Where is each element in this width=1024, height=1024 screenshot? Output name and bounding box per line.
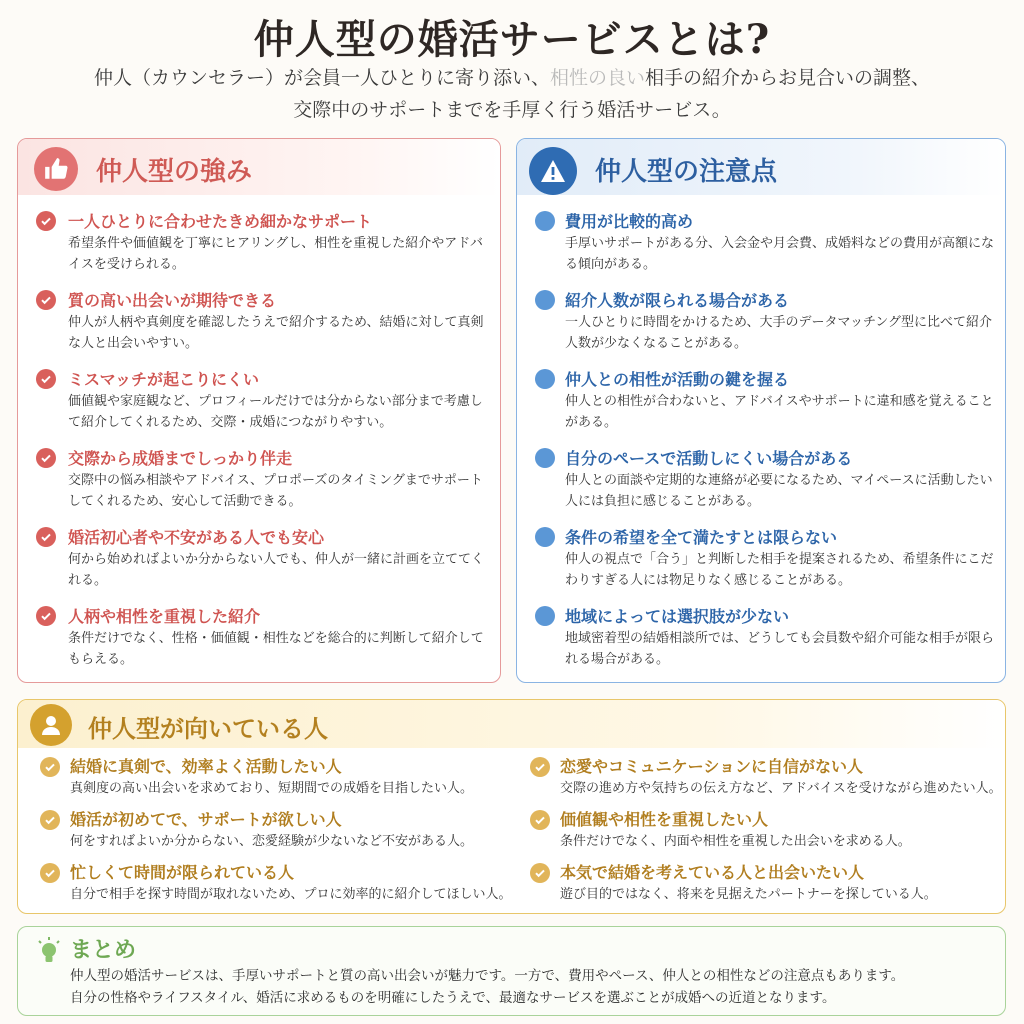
item-title: 費用が比較的高め [565,212,694,231]
summary-panel [17,926,1006,1016]
intro-line-2: 交際中のサポートまでを手厚く行う婚活サービス。 [293,99,731,121]
item-title: 質の高い出会いが期待できる [68,291,277,310]
list-item [18,754,498,807]
item-title: 仲人との相性が活動の鍵を握る [565,370,790,389]
item-desc: 条件だけでなく、性格・価値観・相性などを総合的に判断して紹介してもらえる。 [68,631,484,667]
intro-line-1-part-2: 相手の紹介からお見合いの調整、 [645,67,931,89]
check-icon [530,810,550,830]
item-desc: 一人ひとりに時間をかけるため、大手のデータマッチング型に比べて紹介人数が少なくなることがある。 [565,315,993,351]
item-title: ミスマッチが起こりにくい [68,370,260,389]
item-title: 地域によっては選択肢が少ない [565,607,790,626]
person-icon [30,704,72,746]
item-title: 交際から成婚までしっかり伴走 [68,449,293,468]
dot-icon [535,527,555,547]
list-item [18,446,500,525]
item-title: 結婚に真剣で、効率よく活動したい人 [70,757,342,776]
check-icon [36,606,56,626]
intro-text [40,62,984,126]
item-desc: 何から始めればよいか分からない人でも、仲人が一緒に計画を立ててくれる。 [68,552,485,588]
lightbulb-icon [36,937,62,967]
check-icon [530,757,550,777]
list-item [517,604,1005,683]
item-desc: 手厚いサポートがある分、入会金や月会費、成婚料などの費用が高額になる傾向がある。 [565,236,995,272]
cautions-list [517,209,1005,683]
item-desc: 仲人の視点で「合う」と判断した相手を提案されるため、希望条件にこだわりすぎる人には物足りなく感じることがある。 [565,552,994,588]
list-item [508,807,988,860]
summary-line-2: 自分の性格やライフスタイル、婚活に求めるものを明確にしたうえで、最適なサービスを選ぶことが成婚への近道となります。 [70,990,836,1006]
cautions-panel [516,138,1006,683]
list-item [18,209,500,288]
dot-icon [535,290,555,310]
item-desc: 自分で相手を探す時間が取れないため、プロに効率的に紹介してほしい人。 [70,887,512,902]
warning-icon [529,147,577,195]
check-icon [40,810,60,830]
strengths-panel [17,138,501,683]
item-desc: 仲人との相性が合わないと、アドバイスやサポートに違和感を覚えることがある。 [565,394,994,430]
item-desc: 交際中の悩み相談やアドバイス、プロポーズのタイミングまでサポートしてくれるため、安心して活動できる。 [68,473,483,509]
check-icon [36,369,56,389]
item-desc: 希望条件や価値観を丁寧にヒアリングし、相性を重視した紹介やアドバイスを受けられる。 [68,236,483,272]
suited-panel [17,699,1006,914]
item-title: 人柄や相性を重視した紹介 [68,607,261,626]
item-title: 自分のペースで活動しにくい場合がある [565,449,853,468]
check-icon [530,863,550,883]
check-icon [36,211,56,231]
list-item [18,367,500,446]
list-item [517,525,1005,604]
intro-line-1 [40,62,984,94]
summary-line-1: 仲人型の婚活サービスは、手厚いサポートと質の高い出会いが魅力です。一方で、費用やペース、仲人との相性などの注意点もあります。 [70,968,905,984]
list-item [18,604,500,683]
list-item [517,288,1005,367]
dot-icon [535,606,555,626]
intro-line-1-faded: 相性の良い [549,67,645,89]
strengths-list [18,209,500,683]
list-item [18,288,500,367]
list-item [517,209,1005,288]
intro-line-1-part-1: 仲人（カウンセラー）が会員一人ひとりに寄り添い、 [93,67,550,89]
cautions-title: 仲人型の注意点 [595,157,778,187]
item-title: 本気で結婚を考えている人と出会いたい人 [560,863,865,882]
item-desc: 地域密着型の結婚相談所では、どうしても会員数や紹介可能な相手が限られる場合がある。 [565,631,995,667]
dot-icon [535,369,555,389]
list-item [508,860,988,913]
item-title: 恋愛やコミュニケーションに自信がない人 [560,757,864,776]
list-item [508,754,1002,807]
item-desc: 真剣度の高い出会いを求めており、短期間での成婚を目指したい人。 [70,781,474,796]
list-item [517,446,1005,525]
list-item [517,367,1005,446]
strengths-header [18,139,500,195]
item-title: 忙しくて時間が限られている人 [70,863,295,882]
item-desc: 仲人との面談や定期的な連絡が必要になるため、マイペースに活動したい人には負担に感じることがある。 [565,473,993,509]
item-title: 紹介人数が限られる場合がある [565,291,790,310]
check-icon [36,290,56,310]
summary-text [70,965,1000,1009]
list-item [18,860,512,913]
item-desc: 条件だけでなく、内面や相性を重視した出会いを求める人。 [560,834,911,849]
item-desc: 交際の進め方や気持ちの伝え方など、アドバイスを受けながら進めたい人。 [560,781,1002,796]
item-title: 婚活初心者や不安がある人でも安心 [68,528,325,547]
item-title: 価値観や相性を重視したい人 [560,810,769,829]
item-title: 一人ひとりに合わせたきめ細かなサポート [68,212,373,231]
page-title: 仲人型の婚活サービスとは? [253,16,771,63]
dot-icon [535,448,555,468]
suited-header [18,700,1005,748]
suited-title: 仲人型が向いている人 [88,715,328,743]
item-desc: 価値観や家庭観など、プロフィールだけでは分からない部分まで考慮して紹介してくれるため、交際・成婚につながりやすい。 [68,394,483,430]
list-item [18,525,500,604]
check-icon [36,448,56,468]
item-desc: 何をすればよいか分からない、恋愛経験が少ないなど不安がある人。 [70,834,474,849]
check-icon [36,527,56,547]
strengths-title: 仲人型の強み [96,157,253,187]
dot-icon [535,211,555,231]
list-item [18,807,498,860]
item-title: 婚活が初めてで、サポートが欲しい人 [70,810,342,829]
cautions-header [517,139,1005,195]
check-icon [40,757,60,777]
item-desc: 仲人が人柄や真剣度を確認したうえで紹介するため、結婚に対して真剣な人と出会いやすい。 [68,315,484,351]
summary-title: まとめ [70,938,137,963]
thumbs-up-icon [34,147,78,191]
suited-list-left [18,754,512,913]
check-icon [40,863,60,883]
suited-list-right [508,754,1002,913]
item-title: 条件の希望を全て満たすとは限らない [565,528,838,547]
item-desc: 遊び目的ではなく、将来を見据えたパートナーを探している人。 [560,887,937,902]
